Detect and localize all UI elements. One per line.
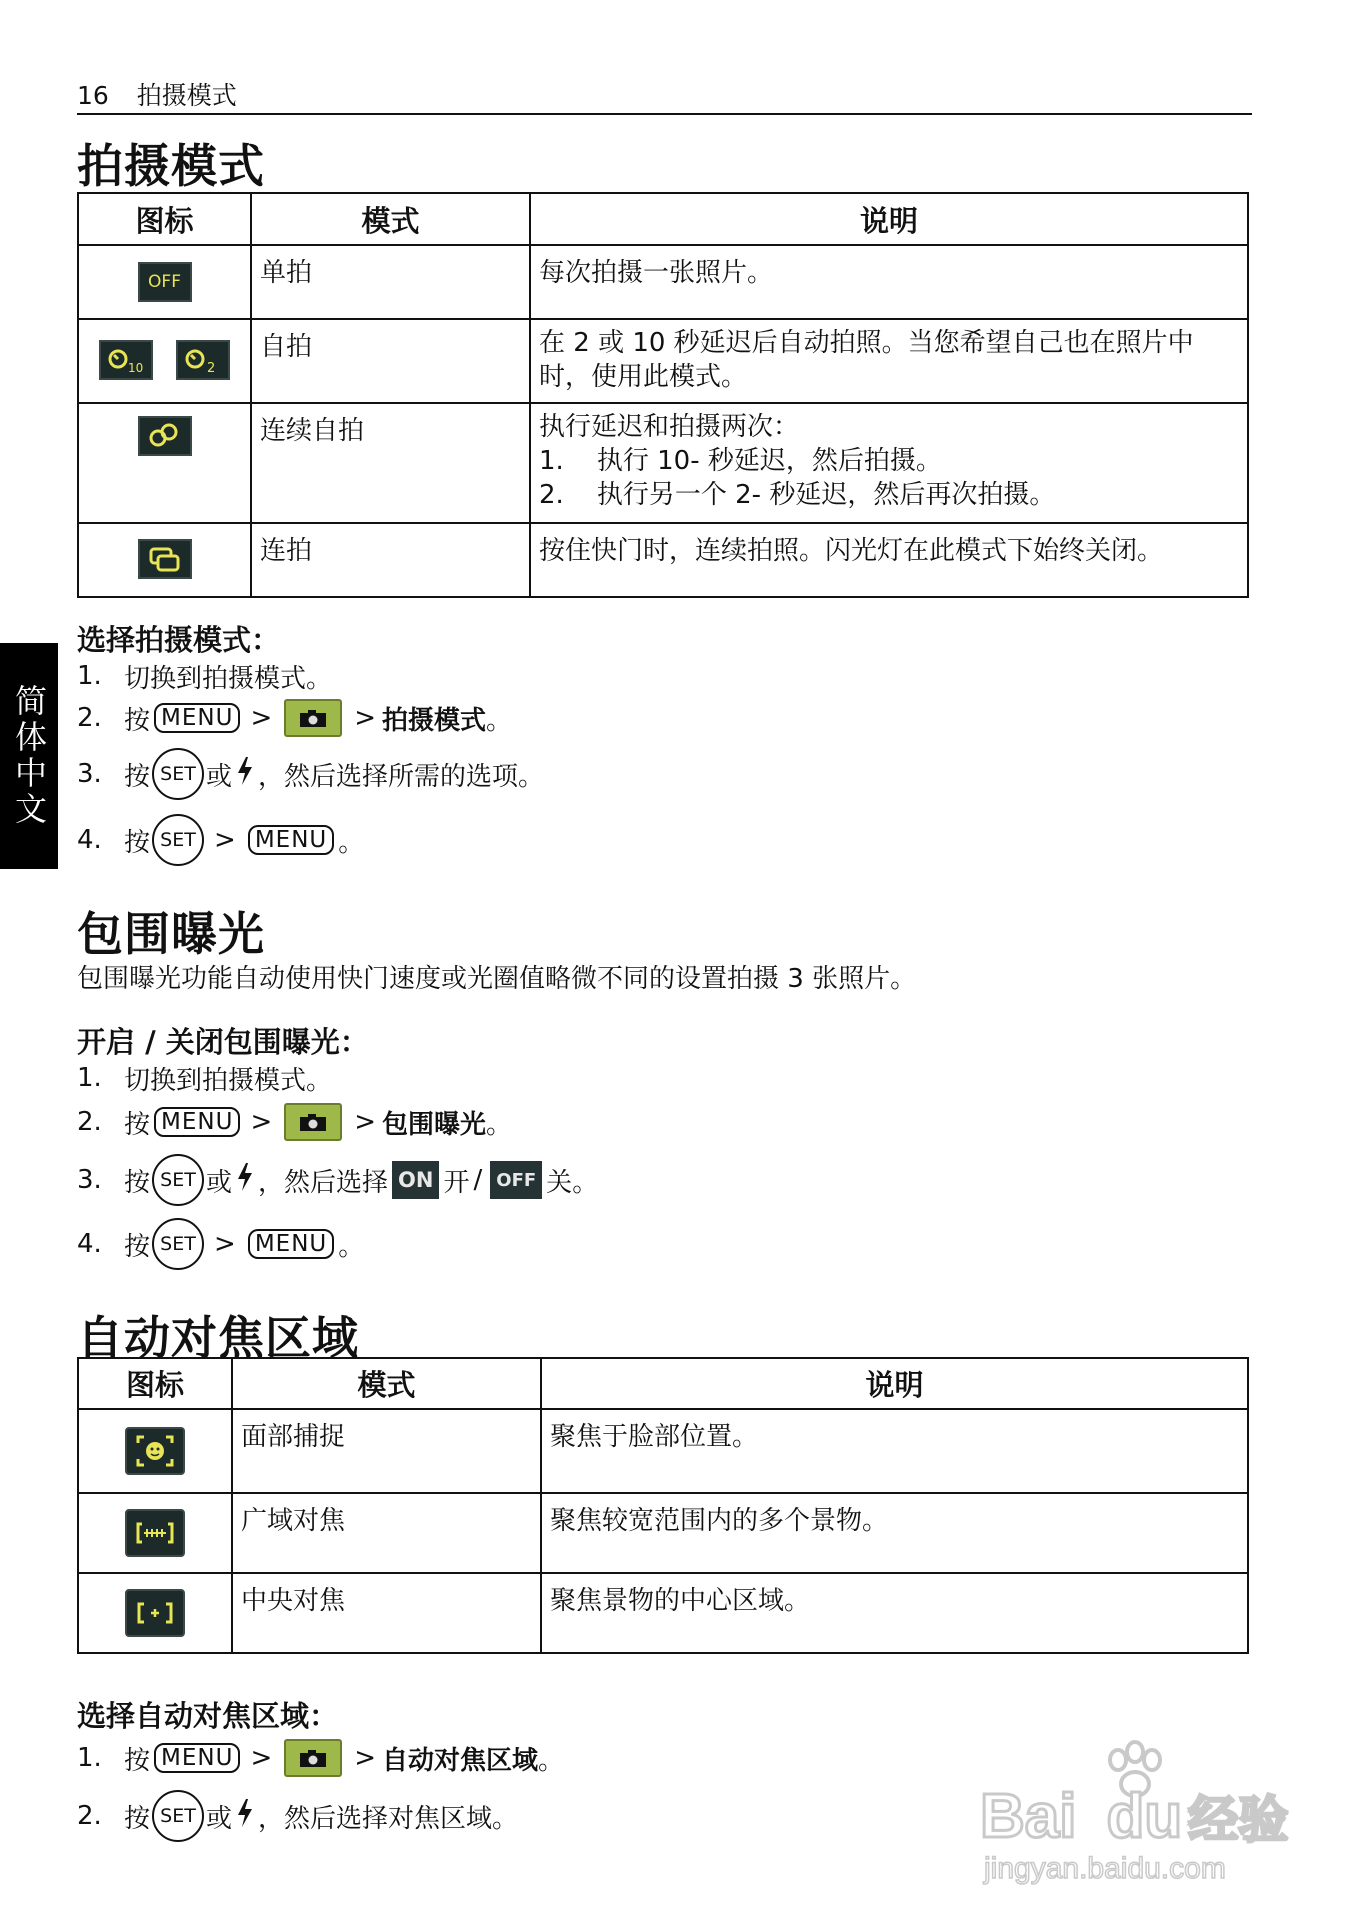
table-row <box>78 319 1248 403</box>
step-4: 4. 按 SET > MENU 。 <box>77 1218 364 1270</box>
mode-cell: 面部捕捉 <box>232 1409 541 1493</box>
bracket-title: 包围曝光 <box>77 907 265 961</box>
af-title: 自动对焦区域 <box>77 1311 359 1365</box>
desc-cell: 在 2 或 10 秒延迟后自动拍照。当您希望自己也在照片中 时，使用此模式。 <box>530 319 1248 403</box>
svg-text:10: 10 <box>128 361 144 375</box>
table-row <box>78 245 1248 319</box>
desc-cell: 按住快门时，连续拍照。闪光灯在此模式下始终关闭。 <box>530 523 1248 597</box>
table-row <box>78 523 1248 597</box>
set-button[interactable]: SET <box>152 748 204 800</box>
header-rule <box>77 113 1252 115</box>
step-2: 2. 按 MENU > > 包围曝光 。 <box>77 1096 512 1148</box>
off-option[interactable]: OFF <box>490 1161 542 1199</box>
step-3: 3. 按 SET 或 ，然后选择所需的选项。 <box>77 748 544 800</box>
col-header-icon: 图标 <box>78 193 251 245</box>
step-2: 2. 按 MENU > > 拍摄模式 。 <box>77 692 512 744</box>
set-button[interactable]: SET <box>152 1154 204 1206</box>
col-header-mode: 模式 <box>232 1358 541 1409</box>
center-af-icon <box>125 1589 185 1637</box>
desc-cell: 执行延迟和拍摄两次： 1. 执行 10- 秒延迟，然后拍摄。 2. 执行另一个 2- 秒延迟，然后再次拍摄。 <box>530 403 1248 523</box>
baidu-watermark: Bai du 经验 jingyan.baidu.com <box>980 1740 1300 1890</box>
menu-button[interactable]: MENU <box>248 825 334 855</box>
page-header <box>77 76 237 112</box>
flash-icon[interactable] <box>236 1799 254 1834</box>
step-1: 1. 按 MENU > > 自动对焦区域 。 <box>77 1732 564 1784</box>
wide-area-af-icon <box>125 1509 185 1557</box>
table-row <box>78 1493 1248 1573</box>
on-option[interactable]: ON <box>392 1161 439 1199</box>
camera-tab-icon[interactable] <box>284 1103 342 1141</box>
mode-cell: 连续自拍 <box>251 403 530 523</box>
step-1: 1. 切换到拍摄模式。 <box>77 1063 333 1096</box>
bracket-toggle-title: 开启 / 关闭包围曝光： <box>77 1025 369 1059</box>
shooting-title: 拍摄模式 <box>77 139 265 193</box>
double-self-timer-icon <box>138 416 192 456</box>
bracket-intro: 包围曝光功能自动使用快门速度或光圈值略微不同的设置拍摄 3 张照片。 <box>77 964 917 994</box>
set-button[interactable]: SET <box>152 1218 204 1270</box>
desc-cell: 聚焦景物的中心区域。 <box>541 1573 1248 1653</box>
table-header-row <box>78 1358 1248 1409</box>
menu-button[interactable]: MENU <box>154 703 240 733</box>
step-2: 2. 按 SET 或 ，然后选择对焦区域。 <box>77 1790 518 1842</box>
header-section: 拍摄模式 <box>136 81 237 110</box>
continuous-shot-icon <box>138 539 192 579</box>
mode-cell: 中央对焦 <box>232 1573 541 1653</box>
menu-button[interactable]: MENU <box>248 1229 334 1259</box>
col-header-mode: 模式 <box>251 193 530 245</box>
language-tab <box>0 643 58 869</box>
camera-tab-icon[interactable] <box>284 699 342 737</box>
table-header-row <box>78 193 1248 245</box>
set-button[interactable]: SET <box>152 1790 204 1842</box>
off-icon: OFF <box>138 262 192 302</box>
set-button[interactable]: SET <box>152 814 204 866</box>
col-header-desc: 说明 <box>530 193 1248 245</box>
desc-cell: 每次拍摄一张照片。 <box>530 245 1248 319</box>
table-row <box>78 403 1248 523</box>
step-1: 1. 切换到拍摄模式。 <box>77 661 333 694</box>
col-header-icon: 图标 <box>78 1358 232 1409</box>
desc-cell: 聚焦较宽范围内的多个景物。 <box>541 1493 1248 1573</box>
table-row <box>78 1573 1248 1653</box>
menu-button[interactable]: MENU <box>154 1107 240 1137</box>
step-4: 4. 按 SET > MENU 。 <box>77 814 364 866</box>
page-number: 16 <box>77 81 109 110</box>
camera-tab-icon[interactable] <box>284 1739 342 1777</box>
table-row <box>78 1409 1248 1493</box>
menu-button[interactable]: MENU <box>154 1743 240 1773</box>
mode-cell: 广域对焦 <box>232 1493 541 1573</box>
mode-cell: 单拍 <box>251 245 530 319</box>
shooting-mode-table <box>77 192 1249 598</box>
flash-icon[interactable] <box>236 1163 254 1198</box>
mode-cell: 自拍 <box>251 319 530 403</box>
mode-cell: 连拍 <box>251 523 530 597</box>
language-label: 简体中文 <box>10 684 48 828</box>
step-3: 3. 按 SET 或 ，然后选择 ON 开 / OFF 关 。 <box>77 1154 598 1206</box>
af-area-table <box>77 1357 1249 1654</box>
select-shooting-title: 选择拍摄模式： <box>77 623 281 657</box>
select-af-title: 选择自动对焦区域： <box>77 1699 339 1733</box>
face-detect-icon <box>125 1427 185 1475</box>
desc-cell: 聚焦于脸部位置。 <box>541 1409 1248 1493</box>
self-timer-10s-icon <box>99 340 153 380</box>
self-timer-2s-icon <box>176 340 230 380</box>
col-header-desc: 说明 <box>541 1358 1248 1409</box>
flash-icon[interactable] <box>236 757 254 792</box>
svg-text:2: 2 <box>206 361 215 375</box>
